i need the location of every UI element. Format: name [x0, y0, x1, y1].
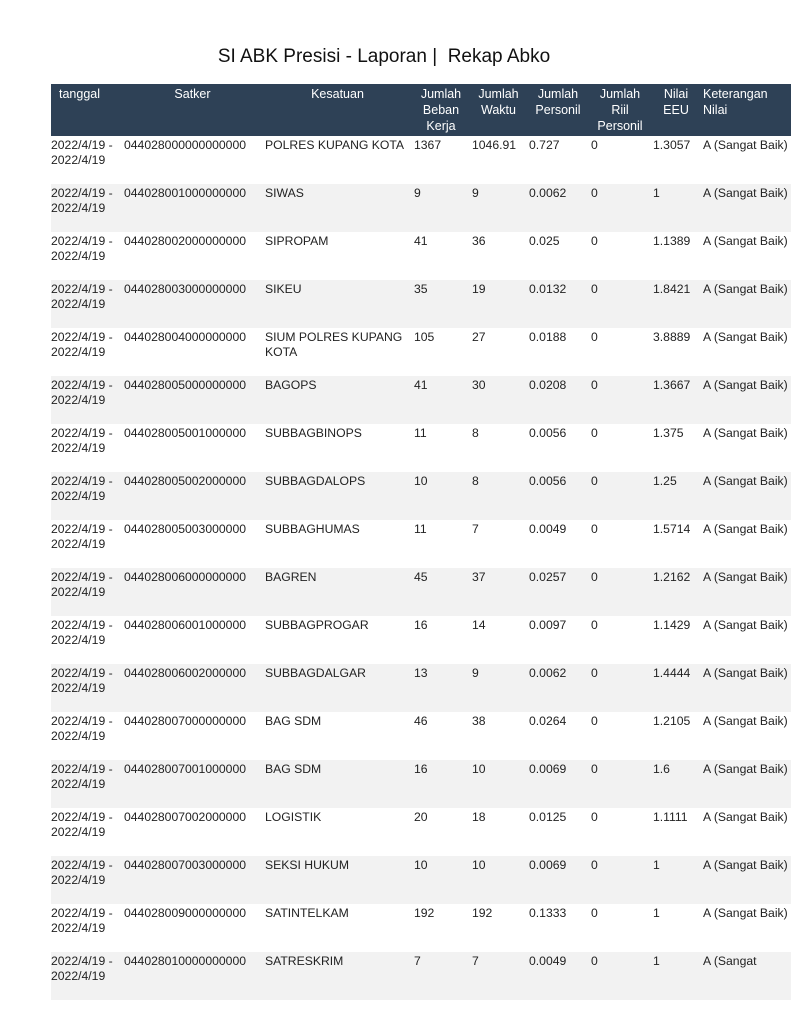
cell-jumlah-personil: 0.0062: [527, 664, 589, 712]
cell-keterangan-nilai: A (Sangat Baik): [703, 234, 788, 248]
cell-keterangan-nilai: A (Sangat Baik): [701, 376, 791, 424]
cell-nilai-eeu: 1.3667: [651, 376, 701, 424]
cell-jumlah-riil-personil: 0: [591, 906, 598, 920]
cell-keterangan-nilai: A (Sangat Baik): [703, 714, 788, 728]
cell-kesatuan: SATRESKRIM: [263, 952, 412, 1000]
cell-kesatuan: BAG SDM: [263, 760, 412, 808]
cell-jumlah-personil: 0.0069: [527, 856, 589, 904]
cell-nilai-eeu: 1.1389: [653, 234, 691, 248]
column-header-nilai-eeu: Nilai EEU: [651, 84, 701, 136]
cell-kesatuan: SUBBAGPROGAR: [265, 618, 369, 632]
cell-jumlah-beban-kerja: 10: [412, 856, 470, 904]
cell-keterangan-nilai: A (Sangat Baik): [701, 664, 791, 712]
cell-jumlah-waktu: 19: [470, 280, 527, 328]
cell-jumlah-waktu: 1046.91: [472, 138, 517, 152]
table-row: [51, 136, 791, 184]
cell-jumlah-riil-personil: 0: [589, 952, 651, 1000]
cell-jumlah-riil-personil: 0: [591, 618, 598, 632]
cell-jumlah-personil: 0.0132: [527, 280, 589, 328]
cell-jumlah-riil-personil: 0: [591, 714, 598, 728]
cell-satker: 044028007001000000: [122, 760, 263, 808]
cell-jumlah-beban-kerja: 1367: [414, 138, 442, 152]
cell-keterangan-nilai: A (Sangat Baik): [703, 522, 788, 536]
cell-nilai-eeu: 1: [651, 952, 701, 1000]
cell-kesatuan: SIWAS: [263, 184, 412, 232]
cell-jumlah-waktu: 192: [472, 906, 493, 920]
cell-kesatuan: SIUM POLRES KUPANG KOTA: [265, 330, 403, 359]
cell-jumlah-waktu: 7: [472, 522, 479, 536]
cell-kesatuan: SEKSI HUKUM: [263, 856, 412, 904]
cell-tanggal: 2022/4/19 - 2022/4/19: [51, 810, 113, 839]
cell-kesatuan: POLRES KUPANG KOTA: [265, 138, 405, 152]
cell-nilai-eeu: 1.1111: [653, 810, 688, 824]
cell-jumlah-beban-kerja: 45: [412, 568, 470, 616]
cell-keterangan-nilai: A (Sangat Baik): [701, 568, 791, 616]
cell-jumlah-personil: 0.0049: [529, 522, 567, 536]
cell-keterangan-nilai: A (Sangat Baik): [701, 856, 791, 904]
cell-jumlah-waktu: 38: [472, 714, 486, 728]
cell-keterangan-nilai: A (Sangat Baik): [703, 906, 788, 920]
cell-nilai-eeu: 1.375: [653, 426, 684, 440]
table-body: [51, 136, 791, 1000]
cell-jumlah-beban-kerja: 10: [412, 472, 470, 520]
cell-kesatuan: LOGISTIK: [265, 810, 322, 824]
cell-jumlah-beban-kerja: 9: [412, 184, 470, 232]
table-row: [51, 712, 791, 760]
cell-satker: 044028005003000000: [124, 522, 247, 536]
cell-nilai-eeu: 1: [651, 856, 701, 904]
cell-satker: 044028006002000000: [122, 664, 263, 712]
cell-satker: 044028005001000000: [124, 426, 247, 440]
cell-tanggal: 2022/4/19 - 2022/4/19: [51, 714, 113, 743]
cell-satker: 044028006001000000: [124, 618, 247, 632]
cell-satker: 044028002000000000: [124, 234, 247, 248]
cell-jumlah-beban-kerja: 41: [414, 234, 428, 248]
cell-jumlah-riil-personil: 0: [589, 184, 651, 232]
table-header: [51, 84, 791, 136]
cell-keterangan-nilai: A (Sangat Baik): [703, 426, 788, 440]
cell-jumlah-personil: 0.0062: [527, 184, 589, 232]
cell-jumlah-personil: 0.0264: [529, 714, 567, 728]
cell-tanggal: 2022/4/19 - 2022/4/19: [51, 330, 113, 359]
cell-kesatuan: BAGOPS: [263, 376, 412, 424]
cell-jumlah-beban-kerja: 35: [412, 280, 470, 328]
page-title: SI ABK Presisi - Laporan | Rekap Abko: [217, 46, 551, 67]
cell-nilai-eeu: 1.2105: [653, 714, 691, 728]
column-header-jumlah-personil: Jumlah Personil: [527, 84, 589, 136]
cell-nilai-eeu: 1.4444: [651, 664, 701, 712]
column-header-keterangan-nilai: Keterangan Nilai: [701, 84, 791, 136]
cell-nilai-eeu: 1.3057: [653, 138, 691, 152]
cell-jumlah-riil-personil: 0: [589, 280, 651, 328]
cell-satker: 044028007003000000: [122, 856, 263, 904]
cell-keterangan-nilai: A (Sangat Baik): [703, 618, 788, 632]
table-row: [51, 232, 791, 280]
cell-satker: 044028007002000000: [124, 810, 247, 824]
report-table-container: [51, 84, 788, 1000]
rekap-abko-table: [51, 84, 791, 1000]
column-header-tanggal: tanggal: [51, 84, 122, 136]
cell-kesatuan: SIKEU: [263, 280, 412, 328]
cell-tanggal: 2022/4/19 - 2022/4/19: [51, 426, 113, 455]
cell-keterangan-nilai: A (Sangat Baik): [701, 280, 791, 328]
cell-jumlah-personil: 0.0056: [527, 472, 589, 520]
cell-tanggal: 2022/4/19 - 2022/4/19: [51, 184, 122, 232]
cell-jumlah-waktu: 30: [470, 376, 527, 424]
cell-jumlah-riil-personil: 0: [589, 856, 651, 904]
table-row: [51, 472, 791, 520]
cell-jumlah-waktu: 36: [472, 234, 486, 248]
cell-keterangan-nilai: A (Sangat Baik): [703, 330, 788, 344]
table-row: [51, 424, 791, 472]
cell-nilai-eeu: 1: [653, 906, 660, 920]
cell-nilai-eeu: 1.1429: [653, 618, 691, 632]
cell-kesatuan: BAGREN: [263, 568, 412, 616]
cell-jumlah-riil-personil: 0: [591, 138, 598, 152]
cell-satker: 044028005002000000: [122, 472, 263, 520]
cell-jumlah-riil-personil: 0: [589, 472, 651, 520]
cell-tanggal: 2022/4/19 - 2022/4/19: [51, 472, 122, 520]
cell-keterangan-nilai: A (Sangat Baik): [701, 760, 791, 808]
cell-jumlah-waktu: 8: [470, 472, 527, 520]
column-header-jumlah-waktu: Jumlah Waktu: [470, 84, 527, 136]
cell-satker: 044028004000000000: [124, 330, 247, 344]
cell-nilai-eeu: 1.2162: [651, 568, 701, 616]
cell-jumlah-beban-kerja: 16: [412, 760, 470, 808]
cell-jumlah-riil-personil: 0: [589, 376, 651, 424]
cell-satker: 044028010000000000: [122, 952, 263, 1000]
cell-kesatuan: SUBBAGBINOPS: [265, 426, 362, 440]
cell-nilai-eeu: 1.6: [651, 760, 701, 808]
cell-jumlah-personil: 0.0188: [529, 330, 567, 344]
cell-tanggal: 2022/4/19 - 2022/4/19: [51, 952, 122, 1000]
cell-tanggal: 2022/4/19 - 2022/4/19: [51, 280, 122, 328]
cell-satker: 044028003000000000: [122, 280, 263, 328]
cell-jumlah-personil: 0.0056: [529, 426, 567, 440]
cell-tanggal: 2022/4/19 - 2022/4/19: [51, 138, 113, 167]
cell-kesatuan: SUBBAGHUMAS: [265, 522, 360, 536]
table-row: [51, 904, 791, 952]
cell-jumlah-riil-personil: 0: [589, 664, 651, 712]
table-row: [51, 568, 791, 616]
cell-nilai-eeu: 1.8421: [651, 280, 701, 328]
column-header-kesatuan: Kesatuan: [263, 84, 412, 136]
cell-tanggal: 2022/4/19 - 2022/4/19: [51, 760, 122, 808]
table-row: [51, 376, 791, 424]
cell-jumlah-waktu: 37: [470, 568, 527, 616]
cell-kesatuan: BAG SDM: [265, 714, 322, 728]
cell-jumlah-beban-kerja: 11: [414, 426, 427, 440]
cell-jumlah-waktu: 8: [472, 426, 479, 440]
cell-kesatuan: SATINTELKAM: [265, 906, 349, 920]
cell-jumlah-waktu: 9: [470, 664, 527, 712]
cell-jumlah-beban-kerja: 7: [412, 952, 470, 1000]
cell-tanggal: 2022/4/19 - 2022/4/19: [51, 522, 113, 551]
cell-keterangan-nilai: A (Sangat Baik): [701, 472, 791, 520]
cell-tanggal: 2022/4/19 - 2022/4/19: [51, 664, 122, 712]
cell-jumlah-personil: 0.0069: [527, 760, 589, 808]
cell-kesatuan: SUBBAGDALOPS: [263, 472, 412, 520]
cell-jumlah-beban-kerja: 20: [414, 810, 428, 824]
cell-nilai-eeu: 3.8889: [653, 330, 691, 344]
table-row: [51, 328, 791, 376]
cell-nilai-eeu: 1.5714: [653, 522, 691, 536]
cell-jumlah-waktu: 14: [472, 618, 486, 632]
cell-tanggal: 2022/4/19 - 2022/4/19: [51, 618, 113, 647]
cell-keterangan-nilai: A (Sangat: [701, 952, 791, 1000]
table-row: [51, 952, 791, 1000]
cell-jumlah-riil-personil: 0: [589, 568, 651, 616]
cell-jumlah-personil: 0.0097: [529, 618, 567, 632]
cell-tanggal: 2022/4/19 - 2022/4/19: [51, 906, 113, 935]
table-row: [51, 520, 791, 568]
cell-satker: 044028007000000000: [124, 714, 247, 728]
cell-keterangan-nilai: A (Sangat Baik): [703, 138, 788, 152]
cell-nilai-eeu: 1.25: [651, 472, 701, 520]
table-row: [51, 760, 791, 808]
cell-jumlah-beban-kerja: 41: [412, 376, 470, 424]
cell-jumlah-riil-personil: 0: [589, 760, 651, 808]
cell-jumlah-riil-personil: 0: [591, 234, 598, 248]
cell-keterangan-nilai: A (Sangat Baik): [701, 184, 791, 232]
cell-jumlah-beban-kerja: 13: [412, 664, 470, 712]
cell-tanggal: 2022/4/19 - 2022/4/19: [51, 234, 113, 263]
table-row: [51, 808, 791, 856]
cell-satker: 044028005000000000: [122, 376, 263, 424]
cell-jumlah-waktu: 27: [472, 330, 486, 344]
cell-jumlah-beban-kerja: 105: [414, 330, 435, 344]
cell-jumlah-personil: 0.0208: [527, 376, 589, 424]
cell-jumlah-beban-kerja: 46: [414, 714, 428, 728]
table-row: [51, 184, 791, 232]
cell-satker: 044028006000000000: [122, 568, 263, 616]
cell-satker: 044028000000000000: [124, 138, 247, 152]
cell-jumlah-personil: 0.0257: [527, 568, 589, 616]
cell-jumlah-personil: 0.1333: [529, 906, 567, 920]
cell-jumlah-riil-personil: 0: [591, 426, 598, 440]
column-header-jumlah-beban-kerja: Jumlah Beban Kerja: [412, 84, 470, 136]
column-header-jumlah-riil-personil: Jumlah Riil Personil: [589, 84, 651, 136]
cell-jumlah-waktu: 7: [470, 952, 527, 1000]
cell-jumlah-riil-personil: 0: [591, 330, 598, 344]
table-row: [51, 616, 791, 664]
cell-jumlah-waktu: 9: [470, 184, 527, 232]
cell-jumlah-personil: 0.0125: [529, 810, 567, 824]
cell-tanggal: 2022/4/19 - 2022/4/19: [51, 376, 122, 424]
cell-jumlah-beban-kerja: 16: [414, 618, 428, 632]
cell-tanggal: 2022/4/19 - 2022/4/19: [51, 856, 122, 904]
table-row: [51, 664, 791, 712]
cell-kesatuan: SIPROPAM: [265, 234, 329, 248]
cell-jumlah-riil-personil: 0: [591, 522, 598, 536]
cell-satker: 044028001000000000: [122, 184, 263, 232]
cell-tanggal: 2022/4/19 - 2022/4/19: [51, 568, 122, 616]
cell-jumlah-waktu: 18: [472, 810, 486, 824]
cell-jumlah-waktu: 10: [470, 856, 527, 904]
cell-jumlah-riil-personil: 0: [591, 810, 598, 824]
cell-satker: 044028009000000000: [124, 906, 247, 920]
cell-keterangan-nilai: A (Sangat Baik): [703, 810, 788, 824]
cell-jumlah-personil: 0.0049: [527, 952, 589, 1000]
cell-jumlah-personil: 0.025: [529, 234, 560, 248]
cell-jumlah-waktu: 10: [470, 760, 527, 808]
column-header-satker: Satker: [122, 84, 263, 136]
cell-kesatuan: SUBBAGDALGAR: [263, 664, 412, 712]
cell-jumlah-beban-kerja: 192: [414, 906, 435, 920]
cell-nilai-eeu: 1: [651, 184, 701, 232]
cell-jumlah-beban-kerja: 11: [414, 522, 427, 536]
cell-jumlah-personil: 0.727: [529, 138, 560, 152]
table-row: [51, 280, 791, 328]
table-row: [51, 856, 791, 904]
